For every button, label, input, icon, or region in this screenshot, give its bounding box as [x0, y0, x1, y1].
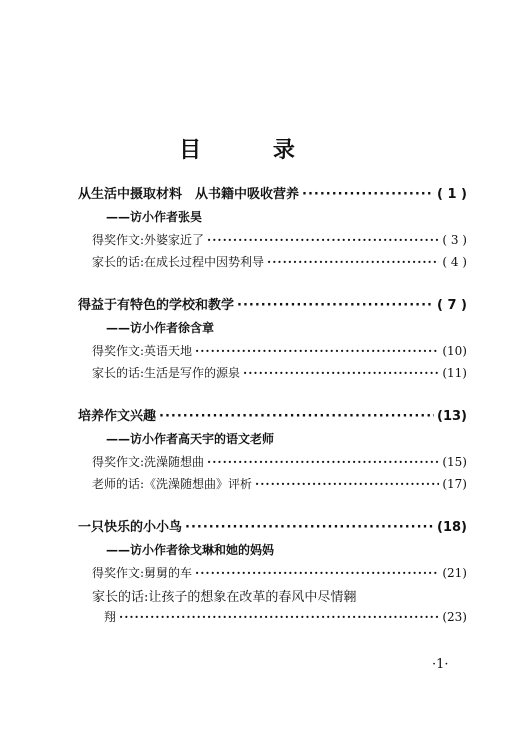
toc-page-number: (23) [442, 610, 467, 624]
toc-entry[interactable] [92, 475, 467, 492]
toc-entry[interactable] [92, 364, 467, 381]
toc-page-number: (10) [442, 344, 467, 358]
toc-entry-text: 家长的话:在成长过程中因势利导 [92, 255, 265, 269]
toc-page-number: (13) [437, 409, 467, 424]
toc-section-heading[interactable] [78, 294, 467, 313]
toc-section-heading[interactable] [78, 516, 467, 535]
dot-leader [243, 366, 439, 380]
toc-entry[interactable] [92, 342, 467, 359]
dot-leader [195, 566, 439, 580]
page-title: 目 录 [179, 138, 327, 163]
toc-heading-text: 培养作文兴趣 [78, 409, 157, 424]
toc-page-number: ( 3 ) [442, 233, 467, 247]
dot-leader [159, 409, 434, 424]
toc-interview-subtitle: ——访小作者徐戈琳和她的妈妈 [106, 543, 275, 557]
dot-leader [195, 344, 439, 358]
toc-entry[interactable] [92, 231, 467, 248]
toc-entry-text: 得奖作文:舅舅的车 [92, 566, 193, 580]
toc-interview-subtitle: ——访小作者徐含章 [106, 321, 215, 335]
toc-section-heading[interactable] [78, 405, 467, 424]
dot-leader [207, 233, 439, 247]
toc-entry-text: 得奖作文:英语天地 [92, 344, 193, 358]
toc-heading-text: 一只快乐的小小鸟 [78, 520, 183, 535]
toc-entry-text[interactable]: 家长的话:让孩子的想象在改革的春风中尽情翱 [92, 590, 357, 605]
toc-entry-continuation[interactable] [104, 608, 467, 625]
toc-entry[interactable] [92, 253, 467, 270]
toc-entry-text: 翔 [104, 610, 117, 624]
dot-leader [302, 187, 434, 202]
toc-interview-subtitle: ——访小作者高天宇的语文老师 [106, 432, 275, 446]
toc-page-number: (18) [437, 520, 467, 535]
toc-entry[interactable] [92, 564, 467, 581]
toc-heading-text: 得益于有特色的学校和教学 [78, 298, 235, 313]
toc-page-number: (15) [442, 455, 467, 469]
dot-leader [237, 298, 434, 313]
toc-page-number: (17) [442, 477, 467, 491]
toc-interview-subtitle: ——访小作者张昊 [106, 210, 203, 224]
toc-page-number: (11) [442, 366, 467, 380]
dot-leader [119, 610, 439, 624]
dot-leader [185, 520, 434, 535]
toc-page-number: ( 4 ) [442, 255, 467, 269]
toc-entry-text: 老师的话:《洗澡随想曲》评析 [92, 477, 253, 491]
toc-entry-text: 得奖作文:外婆家近了 [92, 233, 205, 247]
dot-leader [207, 455, 439, 469]
toc-entry-text: 家长的话:生活是写作的源泉 [92, 366, 241, 380]
page-number: ·1· [432, 657, 449, 672]
dot-leader [255, 477, 439, 491]
toc-entry-text: 得奖作文:洗澡随想曲 [92, 455, 205, 469]
toc-page-number: ( 7 ) [437, 298, 467, 313]
dot-leader [267, 255, 439, 269]
toc-section-heading[interactable] [78, 183, 467, 202]
toc-page-number: (21) [442, 566, 467, 580]
toc-page-number: ( 1 ) [437, 187, 467, 202]
toc-entry[interactable] [92, 453, 467, 470]
toc-heading-text: 从生活中摄取材料 从书籍中吸收营养 [78, 187, 300, 202]
